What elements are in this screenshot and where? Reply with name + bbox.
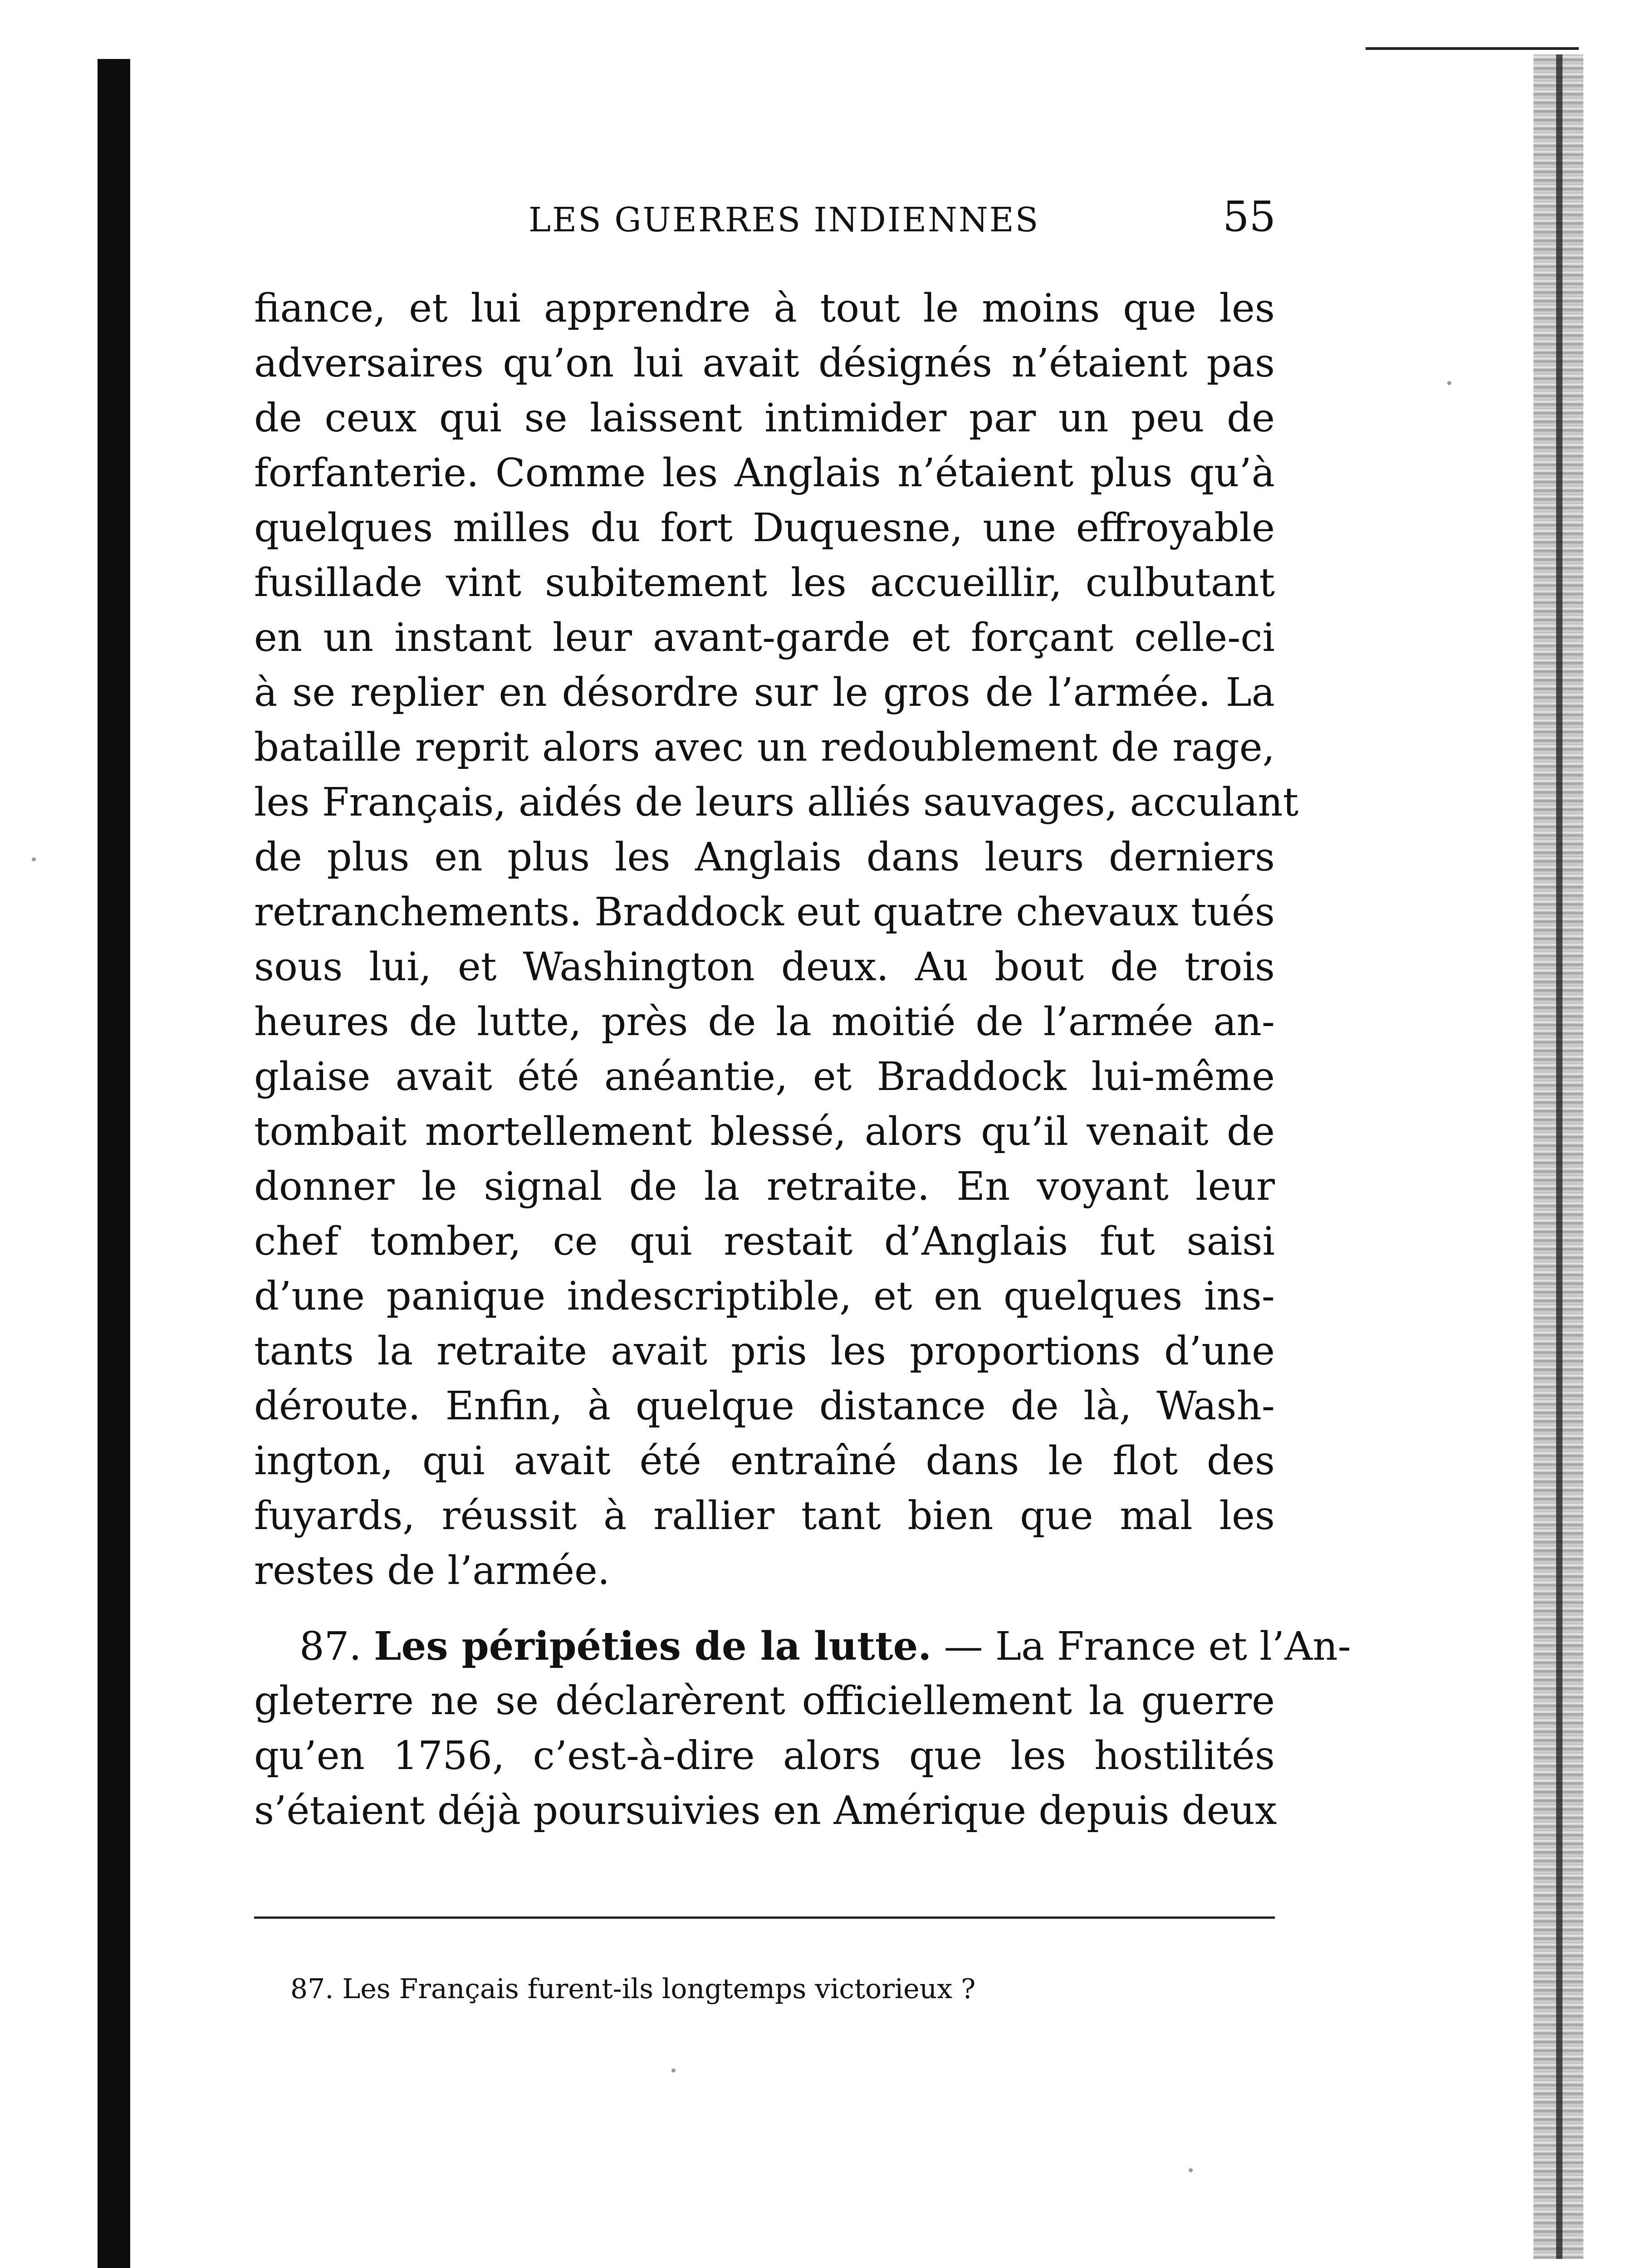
text-line: les Français, aidés de leurs alliés sauvages, acculant [254, 780, 1299, 825]
body-text [254, 281, 1351, 1838]
text-line: retranchements. Braddock eut quatre chevaux tués [254, 890, 1275, 935]
paragraph-2-first-line [254, 1619, 1351, 1674]
paragraph-number: 87. [299, 1624, 362, 1669]
scan-speck [1189, 2168, 1193, 2172]
text-line: chef tomber, ce qui restait d’Anglais fut saisi [254, 1219, 1275, 1264]
text-line: quelques milles du fort Duquesne, une effroyable [254, 505, 1275, 551]
text-line: de plus en plus les Anglais dans leurs derniers [254, 835, 1275, 880]
scan-top-rule [1366, 47, 1579, 50]
page-number: 55 [1223, 192, 1276, 241]
text-line: sous lui, et Washington deux. Au bout de trois [254, 944, 1275, 990]
text-line: fusillade vint subitement les accueillir, culbutant [254, 560, 1275, 606]
text-line: forfanterie. Comme les Anglais n’étaient plus qu’à [254, 450, 1275, 496]
paragraph-1 [254, 281, 1299, 1598]
binding-edge [98, 59, 130, 2268]
text-line: déroute. Enfin, à quelque distance de là, Wash- [254, 1383, 1275, 1429]
text-line: glaise avait été anéantie, et Braddock lui-même [254, 1054, 1275, 1100]
page-edge-line [1556, 54, 1562, 2259]
text-line: de ceux qui se laissent intimider par un peu de [254, 396, 1275, 441]
scan-speck [32, 857, 36, 861]
text-line: à se replier en désordre sur le gros de l’armée. La [254, 670, 1275, 715]
text-line: fuyards, réussit à rallier tant bien que mal les [254, 1493, 1275, 1539]
text-line: en un instant leur avant-garde et forçant celle-ci [254, 615, 1275, 660]
paragraph-gap [254, 1598, 1275, 1619]
paragraph-2-lines [254, 1674, 1275, 1838]
text-line: adversaires qu’on lui avait désignés n’étaient pas [254, 341, 1275, 386]
running-title: LES GUERRES INDIENNES [529, 200, 1040, 240]
paragraph-2-first-line-rest: — La France et l’An- [944, 1624, 1351, 1669]
paragraph-title: Les péripéties de la lutte. [374, 1623, 932, 1669]
footnote-rule [254, 1916, 1275, 1919]
text-line: restes de l’armée. [254, 1548, 610, 1593]
footnote: 87. Les Français furent-ils longtemps victorieux ? [290, 1973, 976, 2005]
text-line: fiance, et lui apprendre à tout le moins que les [254, 286, 1275, 331]
running-header [529, 192, 1276, 245]
text-line: s’étaient déjà poursuivies en Amérique depuis deux [254, 1788, 1277, 1833]
text-line: bataille reprit alors avec un redoublement de rage, [254, 725, 1275, 770]
text-line: donner le signal de la retraite. En voyant leur [254, 1164, 1275, 1209]
paragraph-2 [254, 1619, 1351, 1838]
scan-speck [671, 2068, 676, 2072]
text-line: heures de lutte, près de la moitié de l’armée an- [254, 999, 1275, 1045]
text-line: ington, qui avait été entraîné dans le flot des [254, 1438, 1275, 1484]
text-line: tants la retraite avait pris les proportions d’une [254, 1329, 1275, 1374]
text-line: tombait mortellement blessé, alors qu’il venait de [254, 1109, 1275, 1154]
text-line: d’une panique indescriptible, et en quelques ins- [254, 1274, 1275, 1319]
text-line: qu’en 1756, c’est-à-dire alors que les hostilités [254, 1733, 1275, 1779]
scan-speck [1447, 381, 1451, 385]
text-line: gleterre ne se déclarèrent officiellement la guerre [254, 1678, 1275, 1724]
